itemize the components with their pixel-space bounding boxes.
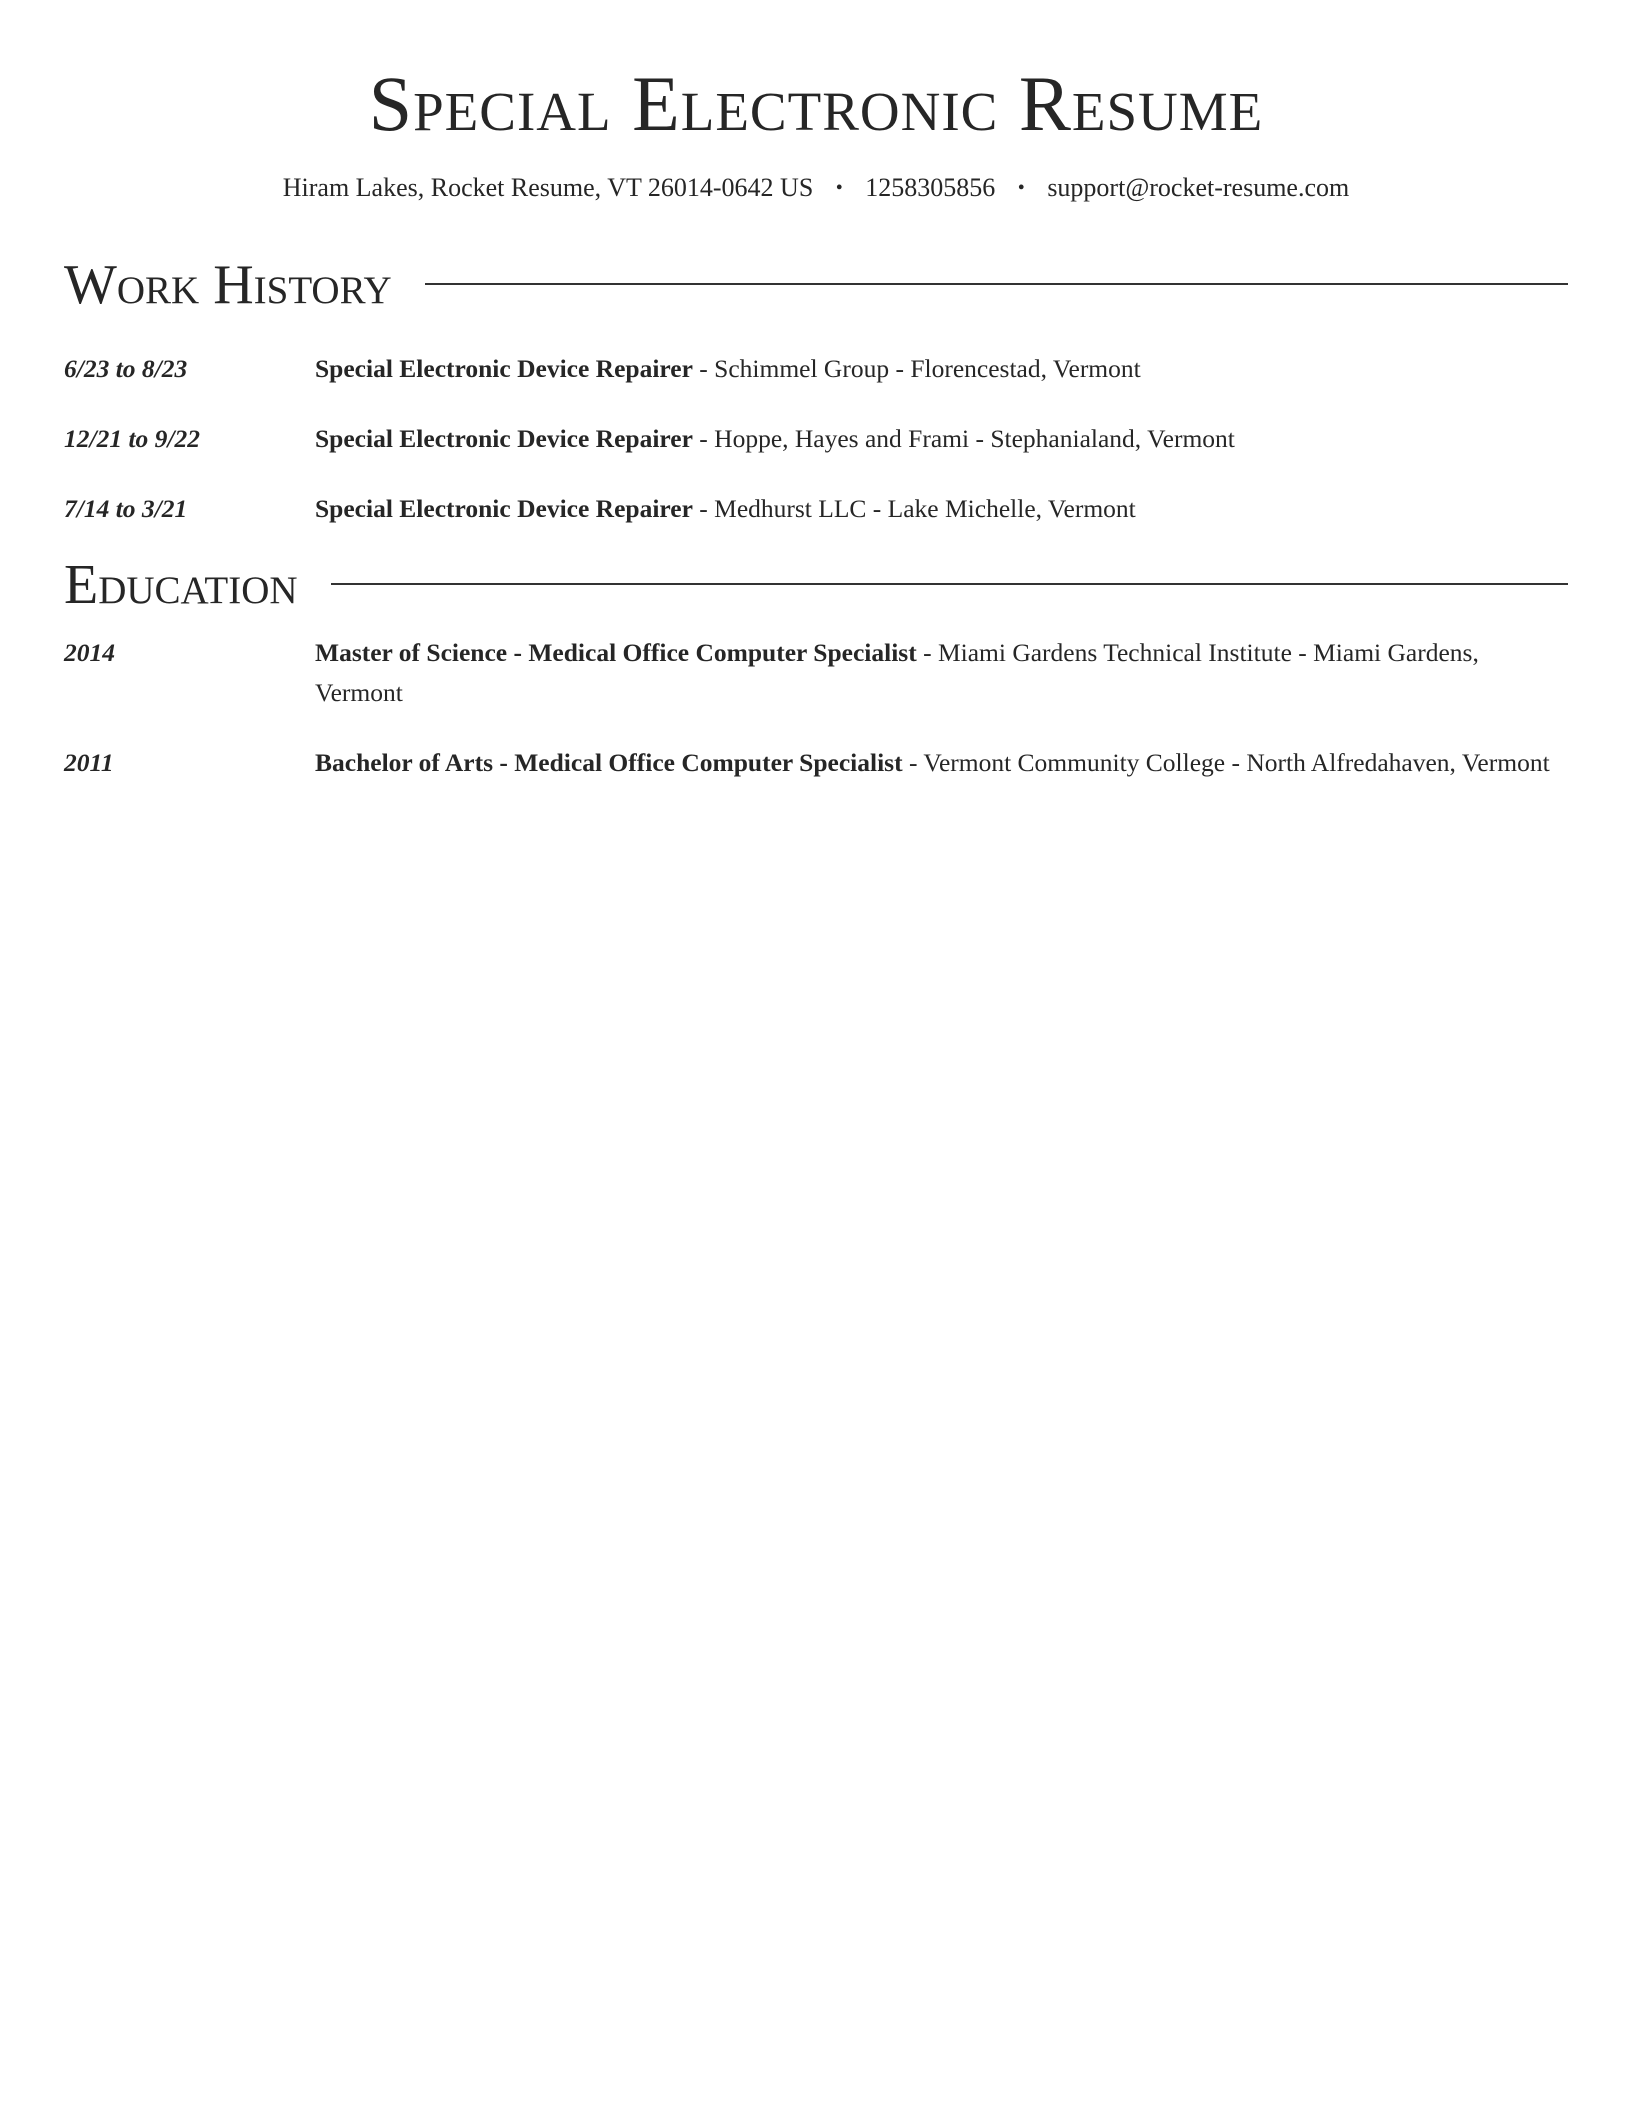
work-entry-details: - Hoppe, Hayes and Frami - Stephanialand, Vermont: [692, 424, 1235, 453]
contact-separator: •: [1017, 177, 1025, 199]
education-entry-degree: Bachelor of Arts - Medical Office Computer Specialist: [315, 748, 903, 777]
contact-line: [64, 170, 1568, 206]
work-entry-date: 7/14 to 3/21: [64, 494, 188, 523]
education-entry-body: [315, 633, 1568, 713]
work-history-header: [64, 251, 1568, 319]
education-entry-date: 2014: [64, 638, 115, 667]
work-entry-details: - Medhurst LLC - Lake Michelle, Vermont: [692, 494, 1136, 523]
section-divider: [331, 583, 1568, 585]
work-entry-body: [315, 349, 1568, 389]
section-divider: [425, 283, 1568, 285]
resume-title: Special Electronic Resume: [368, 60, 1264, 147]
education-entry-date: 2011: [64, 748, 114, 777]
education-entry: [64, 743, 1568, 783]
work-entry: [64, 419, 1568, 459]
education-heading: Education: [64, 554, 298, 616]
work-entry: [64, 489, 1568, 529]
work-entry-details: - Schimmel Group - Florencestad, Vermont: [692, 354, 1141, 383]
contact-email: support@rocket-resume.com: [1047, 173, 1350, 202]
education-section: [64, 551, 1568, 783]
work-entry-body: [315, 419, 1568, 459]
work-entry: [64, 349, 1568, 389]
work-entry-body: [315, 489, 1568, 529]
contact-phone: 1258305856: [865, 173, 996, 202]
work-entry-role: Special Electronic Device Repairer: [315, 424, 693, 453]
education-entry-details: - Miami Gardens Technical Institute - Miami Gardens, Vermont: [315, 638, 1479, 707]
contact-separator: •: [835, 177, 843, 199]
work-history-heading: Work History: [64, 254, 392, 316]
education-entry-details: - Vermont Community College - North Alfredahaven, Vermont: [902, 748, 1550, 777]
education-header: [64, 551, 1568, 619]
education-entry: [64, 633, 1568, 713]
education-entry-body: [315, 743, 1568, 783]
work-entry-date: 6/23 to 8/23: [64, 354, 188, 383]
work-history-section: [64, 251, 1568, 529]
work-entry-date: 12/21 to 9/22: [64, 424, 201, 453]
education-entry-degree: Master of Science - Medical Office Computer Specialist: [315, 638, 917, 667]
work-entry-role: Special Electronic Device Repairer: [315, 354, 693, 383]
contact-address: Hiram Lakes, Rocket Resume, VT 26014-0642 US: [282, 173, 814, 202]
work-entry-role: Special Electronic Device Repairer: [315, 494, 693, 523]
